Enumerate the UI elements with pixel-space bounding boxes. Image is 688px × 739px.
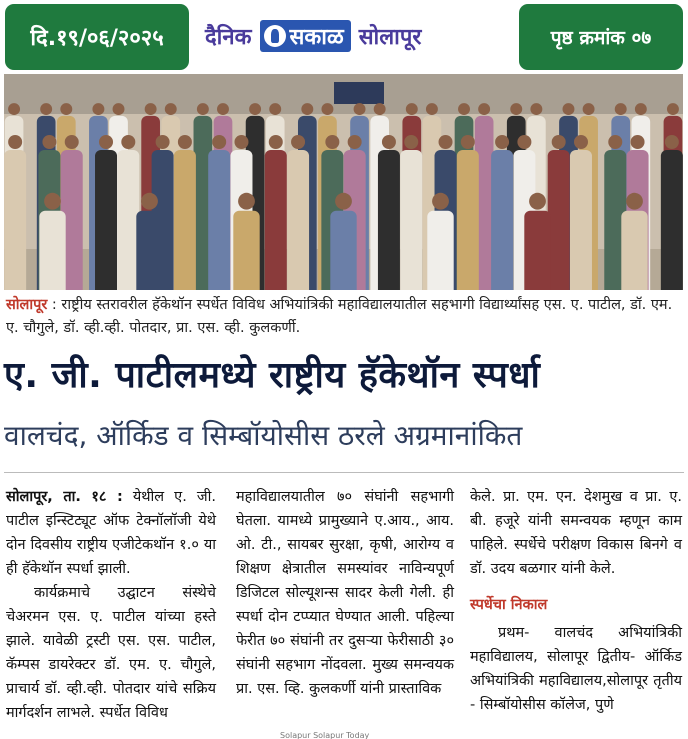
person-silhouette: [427, 211, 453, 290]
person-head: [406, 103, 418, 115]
person-silhouette: [117, 150, 139, 290]
person-silhouette: [457, 150, 479, 290]
person-head: [121, 135, 135, 149]
newspaper-header: [0, 0, 688, 74]
person-head: [615, 103, 627, 115]
person-head: [631, 135, 645, 149]
subheadline: वालचंद, ऑर्किड व सिम्बॉयोसीस ठरले अग्रमानांकित: [4, 419, 523, 452]
person-head: [325, 135, 339, 149]
person-head: [60, 103, 72, 115]
footer-watermark: Solapur Solapur Today: [280, 731, 370, 739]
person-head: [212, 135, 226, 149]
person-head: [495, 135, 509, 149]
person-silhouette: [233, 211, 259, 290]
person-head: [530, 103, 542, 115]
person-silhouette: [570, 150, 592, 290]
logo-word: सकाळ: [289, 25, 344, 50]
person-head: [99, 135, 113, 149]
person-head: [113, 103, 125, 115]
person-head: [574, 135, 588, 149]
person-head: [348, 135, 362, 149]
paragraph-1: येथील ए. जी. पाटील इन्स्टिट्यूट ऑफ टेक्नॉलॉजी येथे दोन दिवसीय राष्ट्रीय एजीटेकथॉन १.० या ही हॅकेथॉन स्पर्धा झाली.: [6, 489, 217, 577]
person-head: [197, 103, 209, 115]
caption-text: : राष्ट्रीय स्तरावरील हॅकेथॉन स्पर्धेत विविध अभियांत्रिकी महाविद्यालयातील सहभागी विद्यार्थ्यांसह एस. ए. पाटील, डॉ. एम. ए. चौगुले, डॉ. व्ही.व्ही. पोतदार, प्रा. एस. व्ही. कुलकर्णी.: [6, 297, 673, 336]
person-head: [478, 103, 490, 115]
person-head: [238, 193, 255, 210]
person-head: [563, 103, 575, 115]
paragraph-4: केले. प्रा. एम. एन. देशमुख व प्रा. ए. बी. हजूरे यांनी समन्वयक म्हणून काम पाहिले. स्पर्धेचे परीक्षण विकास बिनगे व डॉ. उदय बळगार यांनी केले.: [470, 489, 682, 577]
divider: [4, 472, 684, 473]
person-head: [217, 103, 229, 115]
person-silhouette: [265, 150, 287, 290]
group-photo: [4, 74, 683, 290]
person-head: [432, 193, 449, 210]
person-head: [8, 135, 22, 149]
caption-place: सोलापूर: [6, 297, 48, 313]
paragraph-2: कार्यक्रमाचे उद्घाटन संस्थेचे चेअरमन एस. ए. पाटील यांच्या हस्ते झाले. यावेळी ट्रस्टी एस. एस. पाटील, कॅम्पस डायरेक्टर डॉ. एम. ए. चौगुले, प्राचार्य डॉ. व्ही.व्ही. पोतदार यांचे सक्रिय मार्गदर्शन लाभले. स्पर्धेत विविध: [6, 585, 216, 721]
person-head: [529, 193, 546, 210]
person-silhouette: [661, 150, 683, 290]
person-head: [667, 103, 679, 115]
article-column-3: [470, 485, 682, 717]
person-silhouette: [208, 150, 230, 290]
person-head: [301, 103, 313, 115]
person-head: [165, 103, 177, 115]
results-text: प्रथम- वालचंद अभियांत्रिकी महाविद्यालय, सोलापूर द्वितीय- ऑर्किड अभियांत्रिकी महाविद्यालय,सोलापूर तृतीय - सिम्बॉयोसीस कॉलेज, पुणे: [470, 625, 682, 713]
person-head: [461, 135, 475, 149]
person-head: [178, 135, 192, 149]
person-head: [552, 135, 566, 149]
person-head: [458, 103, 470, 115]
person-head: [40, 103, 52, 115]
person-head: [145, 103, 157, 115]
person-silhouette: [39, 211, 65, 290]
person-silhouette: [621, 211, 647, 290]
person-silhouette: [136, 211, 162, 290]
person-head: [374, 103, 386, 115]
person-head: [321, 103, 333, 115]
person-head: [42, 135, 56, 149]
person-head: [234, 135, 248, 149]
person-head: [335, 193, 352, 210]
person-head: [510, 103, 522, 115]
person-head: [44, 193, 61, 210]
person-silhouette: [400, 150, 422, 290]
person-head: [269, 103, 281, 115]
person-head: [269, 135, 283, 149]
article-column-1: [6, 485, 216, 725]
person-head: [65, 135, 79, 149]
person-silhouette: [287, 150, 309, 290]
person-head: [249, 103, 261, 115]
person-head: [608, 135, 622, 149]
person-head: [426, 103, 438, 115]
article-column-2: [236, 485, 454, 701]
paragraph-3: महाविद्यालयातील ७० संघांनी सहभागी घेतला. यामध्ये प्रामुख्याने ए.आय., आय. ओ. टी., सायबर सुरक्षा, कृषी, आरोग्य व शिक्षण क्षेत्रातील समस्यांवर नाविन्यपूर्ण डिजिटल सोल्यूशन्स सादर केली गेली. ही स्पर्धा दोन टप्प्यात घेण्यात आली. पहिल्या फेरीत ७० संघांनी तर दुसऱ्या फेरीसाठी ३० संघांनी सहभाग नोंदवला. मुख्य समन्वयक प्रा. एस. व्हि. कुलकर्णी यांनी प्रास्ताविक: [236, 489, 454, 697]
person-silhouette: [548, 150, 570, 290]
person-head: [626, 193, 643, 210]
person-silhouette: [174, 150, 196, 290]
person-head: [354, 103, 366, 115]
dateline: सोलापूर, ता. १८ :: [6, 489, 123, 505]
brand-prefix: दैनिक: [205, 25, 252, 50]
person-silhouette: [491, 150, 513, 290]
person-silhouette: [4, 150, 26, 290]
date-badge: दि.१९/०६/२०२५: [5, 4, 189, 70]
page-number-badge: पृष्ठ क्रमांक ०७: [519, 4, 683, 70]
newspaper-logo: [260, 20, 351, 52]
results-heading: स्पर्धेचा निकाल: [470, 597, 548, 613]
headline: ए. जी. पाटीलमध्ये राष्ट्रीय हॅकेथॉन स्पर्धा: [4, 355, 541, 396]
person-head: [382, 135, 396, 149]
person-head: [8, 103, 20, 115]
person-head: [404, 135, 418, 149]
photo-caption: [6, 294, 682, 340]
person-head: [141, 193, 158, 210]
person-silhouette: [330, 211, 356, 290]
brand-city: सोलापूर: [358, 25, 422, 50]
person-head: [665, 135, 679, 149]
masthead: [205, 20, 421, 52]
person-silhouette: [378, 150, 400, 290]
person-head: [156, 135, 170, 149]
person-head: [517, 135, 531, 149]
person-head: [92, 103, 104, 115]
person-head: [583, 103, 595, 115]
person-head: [635, 103, 647, 115]
person-head: [439, 135, 453, 149]
person-silhouette: [524, 211, 550, 290]
group-photo-illustration: [4, 74, 683, 290]
person-silhouette: [95, 150, 117, 290]
logo-mark-icon: [264, 25, 286, 47]
person-head: [291, 135, 305, 149]
